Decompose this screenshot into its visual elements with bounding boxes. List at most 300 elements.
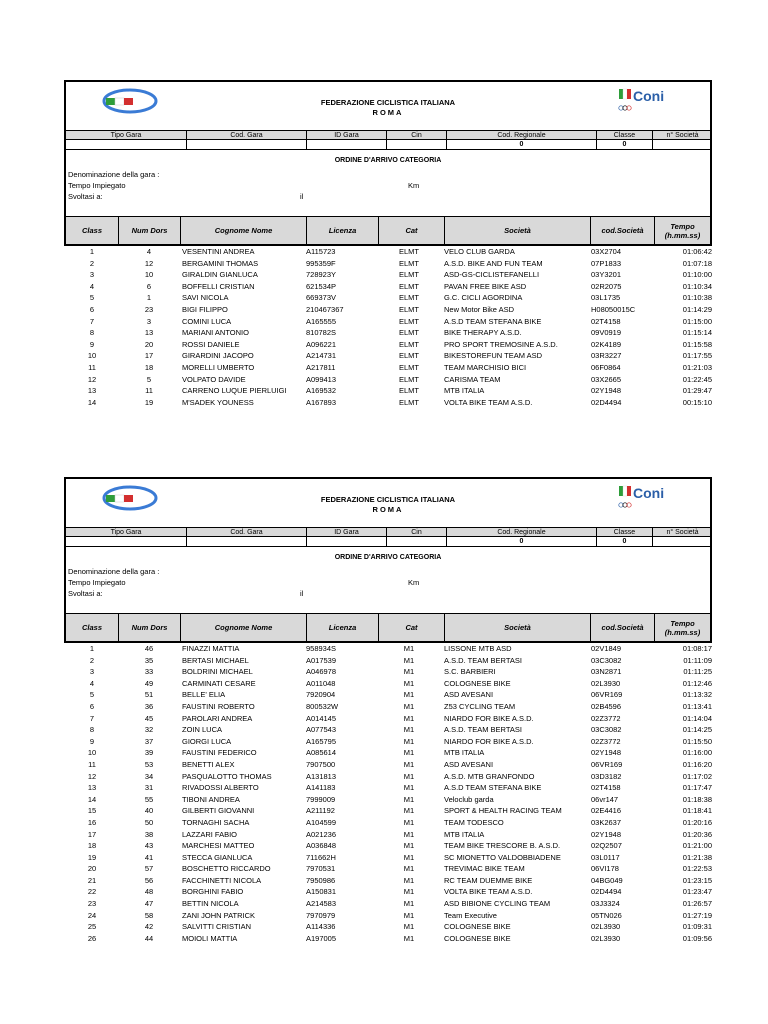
cell-cat: M1 (403, 933, 415, 943)
meta-header-row (66, 527, 710, 537)
cell-cognome-nome: GILBERTI GIOVANNI (182, 806, 255, 816)
coni-flag-icon (618, 86, 632, 116)
cell-cat: ELMT (398, 351, 419, 361)
col-header-class: Class (81, 623, 102, 632)
cell-class: 8 (89, 328, 95, 338)
cell-licenza: A017539 (306, 655, 337, 665)
cell-licenza: 210467367 (306, 304, 344, 314)
cell-cognome-nome: BERGAMINI THOMAS (182, 258, 259, 268)
cell-cat: M1 (403, 783, 415, 793)
cell-num-dors: 19 (144, 397, 154, 407)
cell-licenza: 7907500 (306, 759, 336, 769)
cell-cognome-nome: ZANI JOHN PATRICK (182, 910, 256, 920)
col-header-societa: Società (444, 217, 590, 244)
cell-class: 9 (89, 339, 95, 349)
cell-societa: ASD BIBIONE CYCLING TEAM (444, 899, 551, 909)
cell-societa: TEAM BIKE TRESCORE B. A.S.D. (444, 841, 561, 851)
cell-tempo: 01:17:55 (682, 351, 712, 361)
km-label: Km (408, 578, 420, 587)
meta-header-cod-regionale: Cod. Regionale (446, 528, 596, 536)
cell-class: 14 (87, 397, 97, 407)
cell-tempo: 01:09:56 (682, 933, 712, 943)
cell-cod-societa: 02D4494 (591, 887, 622, 897)
cell-tempo: 01:17:02 (682, 771, 712, 781)
cell-num-dors: 49 (144, 678, 154, 688)
cell-societa: A.S.D. BIKE AND FUN TEAM (444, 258, 543, 268)
cell-licenza: 669373V (306, 293, 337, 303)
cell-class: 18 (87, 841, 97, 851)
cell-licenza: 621534P (306, 281, 337, 291)
coni-logo (618, 483, 688, 513)
cell-tempo: 01:18:41 (682, 806, 712, 816)
cell-num-dors: 3 (146, 316, 152, 326)
cell-tempo: 01:20:36 (682, 829, 712, 839)
cell-licenza: A141183 (306, 783, 336, 793)
table-row (64, 863, 712, 875)
cell-class: 3 (89, 667, 95, 677)
coni-flag-icon (618, 483, 632, 513)
ordine-title: ORDINE D'ARRIVO CATEGORIA (334, 157, 442, 164)
cell-num-dors: 55 (144, 794, 154, 804)
table-row (64, 292, 712, 304)
cell-tempo: 01:14:04 (682, 713, 712, 723)
cell-tempo: 01:23:15 (682, 875, 712, 885)
coni-text: Coni (633, 88, 665, 104)
cell-societa: A.S.D. MTB GRANFONDO (444, 771, 535, 781)
table-row (64, 304, 712, 316)
cell-class: 13 (87, 386, 97, 396)
cell-cod-societa: 09V0919 (591, 328, 622, 338)
cell-societa: SPORT & HEALTH RACING TEAM (444, 806, 562, 816)
cell-cat: ELMT (398, 270, 419, 280)
col-header-cat: Cat (378, 614, 444, 641)
col-header-cod-societa: cod.Società (590, 614, 654, 641)
cell-class: 17 (87, 829, 97, 839)
cell-societa: LISSONE MTB ASD (444, 644, 512, 653)
cell-class: 2 (89, 655, 95, 665)
cell-class: 10 (87, 748, 97, 758)
cell-cat: ELMT (398, 293, 419, 303)
meta-value-cod-gara (186, 140, 306, 149)
cell-cod-societa: 02B4596 (591, 701, 622, 711)
cell-class: 1 (89, 644, 95, 653)
cell-num-dors: 31 (144, 783, 154, 793)
tempo-impiegato-label: Tempo Impiegato (68, 181, 126, 190)
cell-cod-societa: 02Z3772 (591, 736, 621, 746)
cell-class: 9 (89, 736, 95, 746)
cell-cognome-nome: ROSSI DANIELE (182, 339, 240, 349)
col-header-num-dors: Num Dors (118, 614, 180, 641)
cell-class: 25 (87, 922, 97, 932)
cell-societa: A.S.D TEAM STEFANA BIKE (444, 783, 542, 793)
cell-tempo: 01:23:47 (682, 887, 712, 897)
cell-licenza: A211192 (306, 806, 335, 816)
cell-cod-societa: 04BG049 (591, 875, 623, 885)
cell-class: 14 (87, 794, 97, 804)
cell-num-dors: 36 (144, 701, 154, 711)
cell-cod-societa: 03L0117 (591, 852, 620, 862)
meta-value-n-societa (652, 140, 712, 149)
cell-num-dors: 13 (144, 328, 154, 338)
cell-cod-societa: 03D3182 (591, 771, 622, 781)
cell-tempo: 01:20:16 (682, 817, 712, 827)
svoltasi-label: Svoltasi a: (68, 192, 103, 201)
cell-class: 7 (89, 713, 95, 723)
cell-class: 22 (87, 887, 97, 897)
cell-cod-societa: 02D4494 (591, 397, 622, 407)
cell-cognome-nome: BETTIN NICOLA (182, 899, 239, 909)
cell-tempo: 01:07:18 (682, 258, 712, 268)
cell-num-dors: 48 (144, 887, 154, 897)
cell-num-dors: 50 (144, 817, 154, 827)
cell-tempo: 01:16:00 (682, 748, 712, 758)
cell-num-dors: 5 (146, 374, 152, 384)
cell-cognome-nome: FACCHINETTI NICOLA (182, 875, 262, 885)
cell-societa: PAVAN FREE BIKE ASD (444, 281, 527, 291)
il-label: il (300, 192, 304, 201)
cell-cognome-nome: RIVADOSSI ALBERTO (182, 783, 259, 793)
cell-tempo: 01:22:45 (682, 374, 712, 384)
cell-cat: M1 (403, 875, 415, 885)
coni-logo (618, 86, 688, 116)
cell-societa: A.S.D. TEAM BERTASI (444, 655, 522, 665)
col-header-cognome-nome: Cognome Nome (180, 614, 306, 641)
table-row (64, 281, 712, 293)
cell-tempo: 01:21:38 (682, 852, 712, 862)
km-label: Km (408, 181, 420, 190)
header-box (64, 477, 712, 617)
ordine-title: ORDINE D'ARRIVO CATEGORIA (334, 554, 442, 561)
cell-cat: M1 (403, 922, 415, 932)
cell-cat: M1 (403, 678, 415, 688)
col-header-cat: Cat (378, 217, 444, 244)
table-row (64, 829, 712, 841)
table-row (64, 771, 712, 783)
cell-licenza: 995359F (306, 258, 336, 268)
cell-licenza: A104599 (306, 817, 337, 827)
cell-cat: M1 (403, 841, 415, 851)
cell-tempo: 01:09:31 (682, 922, 712, 932)
cell-licenza: A036848 (306, 841, 337, 851)
cell-cognome-nome: CARMINATI CESARE (182, 678, 256, 688)
denominazione-label: Denominazione della gara : (68, 170, 160, 179)
cell-cognome-nome: COMINI LUCA (182, 316, 232, 326)
cell-cat: M1 (403, 887, 415, 897)
table-row (64, 852, 712, 864)
table-row (64, 782, 712, 794)
cell-cod-societa: 02Z3772 (591, 713, 621, 723)
cell-class: 13 (87, 783, 97, 793)
cell-cognome-nome: GIRALDIN GIANLUCA (182, 270, 258, 280)
cell-licenza: A114336 (306, 922, 336, 932)
cell-licenza: A115723 (306, 247, 336, 256)
cell-societa: ASD-GS-CICLISTEFANELLI (444, 270, 540, 280)
coni-text: Coni (633, 485, 665, 501)
cell-cod-societa: 03C3082 (591, 725, 622, 735)
cell-societa: BIKESTOREFUN TEAM ASD (444, 351, 543, 361)
cell-num-dors: 58 (144, 910, 154, 920)
denominazione-label: Denominazione della gara : (68, 567, 160, 576)
cell-societa: SC MIONETTO VALDOBBIADENE (444, 852, 561, 862)
cell-licenza: 711662H (306, 852, 336, 862)
meta-value-cod-gara (186, 537, 306, 546)
cell-tempo: 01:11:25 (683, 667, 712, 677)
cell-licenza: 7950986 (306, 875, 336, 885)
meta-header-classe: Classe (596, 131, 652, 139)
cell-licenza: A197005 (306, 933, 337, 943)
cell-num-dors: 47 (144, 899, 154, 909)
cell-class: 8 (89, 725, 95, 735)
cell-num-dors: 57 (144, 864, 154, 874)
meta-value-row (66, 140, 710, 150)
meta-value-id-gara (306, 140, 386, 149)
cell-licenza: 958934S (306, 644, 337, 653)
table-row (64, 643, 712, 655)
table-row (64, 701, 712, 713)
cell-licenza: A165555 (306, 316, 337, 326)
meta-value-row (66, 537, 710, 547)
results-column-header (64, 613, 712, 643)
cell-cat: ELMT (398, 328, 419, 338)
cell-cat: ELMT (398, 386, 419, 396)
cell-societa: MTB ITALIA (444, 386, 485, 396)
cell-class: 12 (87, 771, 97, 781)
cell-societa: MTB ITALIA (444, 748, 485, 758)
cell-cognome-nome: CARRENO LUQUE PIERLUIGI (182, 386, 287, 396)
cell-cat: M1 (403, 748, 415, 758)
cell-cognome-nome: MARIANI ANTONIO (182, 328, 249, 338)
cell-tempo: 01:13:41 (682, 701, 712, 711)
cell-num-dors: 4 (146, 247, 152, 256)
table-row (64, 713, 712, 725)
cell-num-dors: 42 (144, 922, 154, 932)
meta-value-classe: 0 (596, 537, 652, 546)
cell-num-dors: 1 (146, 293, 152, 303)
cell-cod-societa: 02E4416 (591, 806, 622, 816)
cell-societa: A.S.D. TEAM BERTASI (444, 725, 522, 735)
cell-cognome-nome: TORNAGHI SACHA (182, 817, 250, 827)
cell-cod-societa: 03K2637 (591, 817, 622, 827)
table-row (64, 910, 712, 922)
cell-societa: VELO CLUB GARDA (444, 247, 515, 256)
cell-cod-societa: 03J3324 (591, 899, 620, 909)
meta-value-n-societa (652, 537, 712, 546)
cell-societa: COLOGNESE BIKE (444, 922, 511, 932)
cell-licenza: A014145 (306, 713, 337, 723)
cell-num-dors: 17 (144, 351, 154, 361)
cell-cod-societa: 02V1849 (591, 644, 622, 653)
cell-societa: VOLTA BIKE TEAM A.S.D. (444, 887, 533, 897)
meta-header-row (66, 130, 710, 140)
cell-societa: RC TEAM DUEMME BIKE (444, 875, 533, 885)
cell-class: 11 (88, 362, 96, 372)
meta-value-cod-regionale: 0 (446, 537, 596, 546)
cell-num-dors: 40 (144, 806, 154, 816)
cell-licenza: A165795 (306, 736, 337, 746)
cell-num-dors: 43 (144, 841, 154, 851)
cell-licenza: 7999009 (306, 794, 336, 804)
meta-value-cod-regionale: 0 (446, 140, 596, 149)
cell-societa: COLOGNESE BIKE (444, 678, 511, 688)
cell-cat: M1 (403, 910, 415, 920)
cell-tempo: 01:10:00 (682, 270, 712, 280)
cell-num-dors: 23 (144, 304, 154, 314)
table-row (64, 350, 712, 362)
results-rows (64, 643, 712, 944)
cell-num-dors: 34 (144, 771, 154, 781)
cell-cognome-nome: PASQUALOTTO THOMAS (182, 771, 272, 781)
cell-cod-societa: 03X2704 (591, 247, 622, 256)
cell-cognome-nome: PAROLARI ANDREA (182, 713, 253, 723)
cell-cat: M1 (403, 864, 415, 874)
cell-tempo: 01:27:19 (682, 910, 712, 920)
cell-cod-societa: 06vr147 (591, 794, 619, 804)
table-row (64, 385, 712, 397)
cell-num-dors: 6 (146, 281, 152, 291)
cell-cat: M1 (403, 806, 415, 816)
cell-cod-societa: 03N2871 (591, 667, 622, 677)
col-header-num-dors: Num Dors (118, 217, 180, 244)
cell-cognome-nome: SALVITTI CRISTIAN (182, 922, 252, 932)
cell-licenza: A217811 (306, 362, 336, 372)
cell-cognome-nome: BORGHINI FABIO (182, 887, 244, 897)
cell-tempo: 01:21:00 (682, 841, 712, 851)
cell-cod-societa: 02L3930 (591, 922, 621, 932)
cell-cat: M1 (403, 736, 415, 746)
cell-class: 5 (89, 690, 95, 700)
table-row (64, 327, 712, 339)
cell-cat: M1 (403, 655, 415, 665)
col-header-licenza: Licenza (306, 217, 378, 244)
cell-cognome-nome: LAZZARI FABIO (182, 829, 238, 839)
cell-cat: M1 (403, 667, 415, 677)
cell-num-dors: 11 (145, 386, 153, 396)
cell-cognome-nome: MORELLI UMBERTO (182, 362, 255, 372)
cell-cat: M1 (403, 829, 415, 839)
cell-societa: TEAM TODESCO (444, 817, 504, 827)
cell-class: 10 (87, 351, 97, 361)
cell-licenza: A150831 (306, 887, 337, 897)
cell-cod-societa: 02Y1948 (591, 386, 622, 396)
cell-cognome-nome: BIGI FILIPPO (182, 304, 228, 314)
svoltasi-label: Svoltasi a: (68, 589, 103, 598)
cell-num-dors: 18 (144, 362, 154, 372)
cell-cod-societa: 02Q2507 (591, 841, 622, 851)
cell-cod-societa: 02R2075 (591, 281, 622, 291)
cell-cognome-nome: FAUSTINI ROBERTO (182, 701, 255, 711)
cell-societa: Z53 CYCLING TEAM (444, 701, 516, 711)
cell-licenza: A085614 (306, 748, 337, 758)
table-row (64, 678, 712, 690)
cell-tempo: 01:06:42 (682, 247, 712, 256)
table-row (64, 736, 712, 748)
cell-cat: M1 (403, 690, 415, 700)
cell-tempo: 01:08:17 (682, 644, 712, 653)
cell-societa: Team Executive (444, 910, 497, 920)
cell-class: 4 (89, 281, 95, 291)
cell-societa: G.C. CICLI AGORDINA (444, 293, 523, 303)
cell-cat: M1 (403, 725, 415, 735)
cell-licenza: A169532 (306, 386, 337, 396)
table-row (64, 817, 712, 829)
il-label: il (300, 589, 304, 598)
cell-class: 23 (87, 899, 97, 909)
cell-cognome-nome: BOSCHETTO RICCARDO (182, 864, 271, 874)
table-row (64, 666, 712, 678)
cell-cognome-nome: MOIOLI MATTIA (182, 933, 238, 943)
meta-header-tipo-gara: Tipo Gara (110, 132, 142, 139)
cell-cod-societa: 07P1833 (591, 258, 622, 268)
meta-value-cin (386, 140, 446, 149)
cell-licenza: A099413 (306, 374, 337, 384)
cell-cognome-nome: VESENTINI ANDREA (182, 247, 255, 256)
table-row (64, 747, 712, 759)
meta-header-classe: Classe (596, 528, 652, 536)
cell-cat: M1 (403, 713, 415, 723)
table-row (64, 933, 712, 945)
cell-cod-societa: 03Y3201 (591, 270, 622, 280)
cell-societa: S.C. BARBIERI (444, 667, 496, 677)
cell-cod-societa: 02Y1948 (591, 829, 622, 839)
cell-licenza: A214731 (306, 351, 337, 361)
cell-class: 4 (89, 678, 95, 688)
cell-class: 12 (87, 374, 97, 384)
cell-class: 21 (87, 875, 97, 885)
table-row (64, 339, 712, 351)
meta-header-cod-gara: Cod. Gara (186, 528, 306, 536)
cell-societa: TREVIMAC BIKE TEAM (444, 864, 525, 874)
cell-cod-societa: 02T4158 (591, 316, 621, 326)
cell-cat: M1 (403, 899, 415, 909)
col-header-class: Class (81, 226, 102, 235)
meta-value-classe: 0 (596, 140, 652, 149)
cell-num-dors: 38 (144, 829, 154, 839)
meta-header-id-gara: ID Gara (306, 131, 386, 139)
cell-cod-societa: 03L1735 (591, 293, 621, 303)
meta-header-cod-regionale: Cod. Regionale (446, 131, 596, 139)
cell-tempo: 01:14:29 (682, 304, 712, 314)
cell-cod-societa: 06F0864 (591, 362, 621, 372)
cell-num-dors: 35 (144, 655, 154, 665)
cell-societa: MTB ITALIA (444, 829, 485, 839)
col-header-tempo: Tempo (h.mm.ss) (654, 614, 710, 641)
cell-cod-societa: 03R3227 (591, 351, 622, 361)
cell-tempo: 01:21:03 (682, 362, 712, 372)
cell-cat: ELMT (398, 397, 419, 407)
cell-cod-societa: H08050015C (591, 304, 636, 314)
cell-num-dors: 56 (144, 875, 154, 885)
cell-licenza: 7920904 (306, 690, 336, 700)
table-row (64, 840, 712, 852)
meta-value-id-gara (306, 537, 386, 546)
cell-class: 26 (87, 933, 97, 943)
cell-cognome-nome: BELLE' ELIA (182, 690, 226, 700)
meta-header-cin: Cin (386, 131, 446, 139)
cell-tempo: 00:15:10 (682, 397, 712, 407)
cell-cat: ELMT (398, 281, 419, 291)
cell-licenza: 810782S (306, 328, 337, 338)
cell-licenza: 7970979 (306, 910, 336, 920)
cell-tempo: 01:15:14 (682, 328, 712, 338)
cell-licenza: A021236 (306, 829, 337, 839)
cell-class: 24 (87, 910, 97, 920)
cell-class: 7 (89, 316, 95, 326)
cell-class: 6 (89, 701, 95, 711)
cell-tempo: 01:16:20 (682, 759, 712, 769)
table-row (64, 374, 712, 386)
cell-cat: ELMT (398, 247, 419, 256)
col-header-cognome-nome: Cognome Nome (180, 217, 306, 244)
